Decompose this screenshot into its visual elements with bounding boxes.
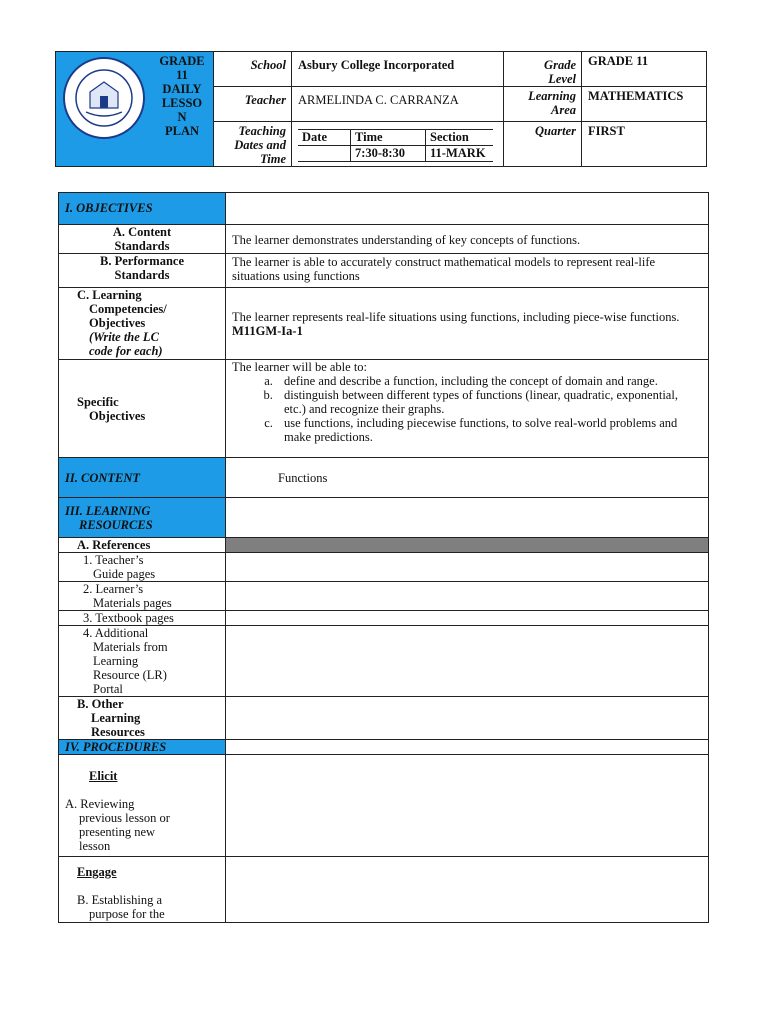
competencies-description: The learner represents real-life situations using functions, including piece-wise functions. — [232, 310, 680, 324]
dlp-title-line: LESSO — [161, 96, 203, 110]
learning-area-label-line: Learning — [528, 89, 576, 103]
section-value: 11-MARK — [426, 146, 494, 162]
label-line: previous lesson or — [79, 811, 170, 825]
grade-level-label-line: Grade — [544, 58, 576, 72]
teaching-dates-label-line: Time — [260, 152, 286, 166]
other-resources-blank — [226, 697, 709, 740]
content-title: II. CONTENT — [59, 458, 226, 498]
label-line: Learning — [91, 711, 141, 725]
engage-cell — [59, 857, 226, 923]
specific-objectives-label — [59, 360, 226, 458]
engage-blank — [226, 857, 709, 923]
label-line: A. Content — [112, 225, 172, 239]
label-line: 4. Additional — [83, 626, 149, 640]
teachers-guide-label — [59, 553, 226, 582]
lesson-plan-table — [58, 192, 709, 923]
label-line: (Write the LC — [89, 330, 159, 344]
logo-cell — [56, 52, 152, 167]
elicit-blank — [226, 755, 709, 857]
label-line: Materials pages — [93, 596, 172, 610]
label-line: code for each) — [89, 344, 163, 358]
time-header: Time — [351, 130, 426, 146]
label-line: B. Establishing a — [77, 893, 163, 907]
label-line: Objectives — [89, 316, 146, 330]
resources-title — [59, 498, 226, 538]
resources-blank — [226, 498, 709, 538]
objectives-title: I. OBJECTIVES — [59, 193, 226, 225]
competencies-label — [59, 288, 226, 360]
label-line: lesson — [79, 839, 111, 853]
label-line: 2. Learner’s — [83, 582, 144, 596]
quarter-value: FIRST — [582, 122, 707, 167]
dlp-title-line: N — [177, 110, 187, 124]
teaching-dates-label — [214, 122, 292, 167]
label-line: purpose for the — [89, 907, 165, 921]
label-line: 1. Teacher’s — [83, 553, 144, 567]
objectives-blank — [226, 193, 709, 225]
content-standards-label — [59, 225, 226, 254]
time-value: 7:30-8:30 — [351, 146, 426, 162]
textbook-label: 3. Textbook pages — [59, 611, 226, 626]
dlp-title-line: GRADE — [159, 54, 205, 68]
list-item: c. use functions, including piecewise functions, to solve real-world problems and make predictions. — [276, 416, 702, 444]
label-line: Specific — [77, 394, 119, 409]
additional-materials-blank — [226, 626, 709, 697]
specific-intro: The learner will be able to: — [232, 360, 368, 374]
label-line: Materials from — [93, 640, 168, 654]
learning-area-label — [504, 87, 582, 122]
label-line: Guide pages — [93, 567, 156, 581]
label-line: presenting new — [79, 825, 156, 839]
learners-materials-blank — [226, 582, 709, 611]
teacher-label: Teacher — [214, 87, 292, 122]
elicit-cell — [59, 755, 226, 857]
competencies-code: M11GM-Ia-1 — [232, 324, 303, 338]
list-item: b. distinguish between different types of functions (linear, quadratic, exponential, etc.) and recognize their graphs. — [276, 388, 702, 416]
label-line: Resource (LR) — [93, 668, 167, 682]
quarter-label: Quarter — [504, 122, 582, 167]
dlp-title-cell — [151, 52, 214, 167]
label-line: B. Performance — [100, 254, 184, 268]
grade-level-label-line: Level — [548, 72, 576, 86]
content-standards-text: The learner demonstrates understanding of key concepts of functions. — [226, 225, 709, 254]
date-header: Date — [298, 130, 351, 146]
teaching-dates-label-line: Teaching — [238, 124, 286, 138]
dlp-title-line: DAILY — [162, 82, 202, 96]
specific-objectives-list — [232, 374, 702, 444]
teachers-guide-blank — [226, 553, 709, 582]
dlp-title-line: 11 — [176, 68, 188, 82]
competencies-text — [226, 288, 709, 360]
teacher-value: ARMELINDA C. CARRANZA — [292, 87, 504, 122]
textbook-blank — [226, 611, 709, 626]
school-label: School — [214, 52, 292, 87]
lesson-plan-header — [55, 51, 707, 167]
dlp-title-line: PLAN — [164, 124, 200, 138]
procedures-title: IV. PROCEDURES — [59, 740, 226, 755]
label-line: Resources — [91, 725, 145, 739]
school-value: Asbury College Incorporated — [292, 52, 504, 87]
learners-materials-label — [59, 582, 226, 611]
school-seal-logo — [56, 52, 151, 162]
label-line: Objectives — [89, 408, 146, 423]
label-line: III. LEARNING — [65, 504, 151, 518]
label-line: Standards — [114, 239, 170, 253]
label-line: Standards — [114, 268, 170, 282]
learning-area-value: MATHEMATICS — [582, 87, 707, 122]
learning-area-label-line: Area — [551, 103, 576, 117]
list-item: a. define and describe a function, including the concept of domain and range. — [276, 374, 702, 388]
engage-label: Engage — [77, 865, 117, 879]
date-value — [298, 146, 351, 162]
performance-standards-text: The learner is able to accurately construct mathematical models to represent real-life situations using functions — [226, 254, 709, 288]
content-value: Functions — [226, 458, 709, 498]
teaching-dates-label-line: Dates and — [234, 138, 286, 152]
label-line: RESOURCES — [79, 518, 153, 532]
teaching-dates-cell — [292, 122, 504, 167]
references-shaded-cell — [226, 538, 709, 553]
label-line: A. Reviewing — [65, 797, 135, 811]
performance-standards-label — [59, 254, 226, 288]
label-line: Learning — [93, 654, 139, 668]
grade-level-label — [504, 52, 582, 87]
additional-materials-label — [59, 626, 226, 697]
label-line: B. Other — [77, 697, 124, 711]
label-line: Competencies/ — [89, 302, 167, 316]
dates-grid — [298, 129, 493, 162]
section-header: Section — [426, 130, 494, 146]
references-label: A. References — [59, 538, 226, 553]
elicit-label: Elicit — [89, 769, 118, 783]
label-line: C. Learning — [77, 288, 142, 302]
other-resources-label — [59, 697, 226, 740]
procedures-blank — [226, 740, 709, 755]
grade-level-value: GRADE 11 — [582, 52, 707, 87]
specific-objectives-text — [226, 360, 709, 458]
label-line: Portal — [93, 682, 123, 696]
